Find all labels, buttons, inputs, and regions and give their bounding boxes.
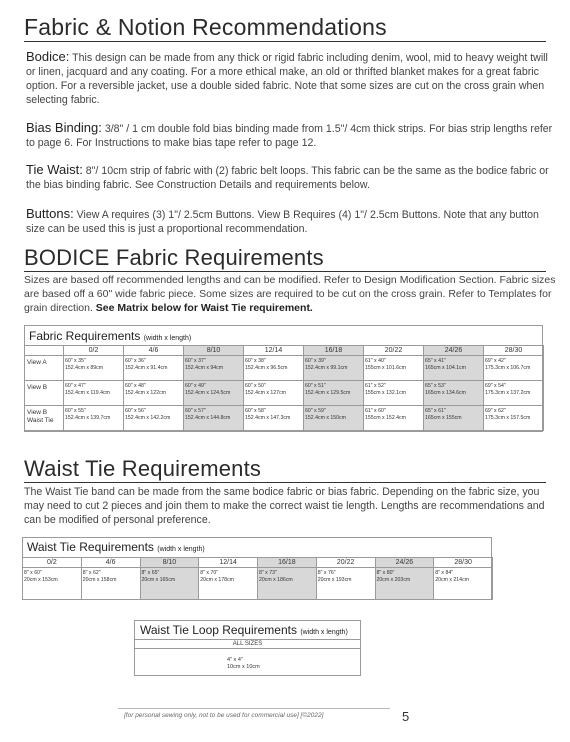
- fabric-cell: 61" x 40" 155cm x 101.6cm: [364, 356, 424, 381]
- fabric-cell: 60" x 57" 152.4cm x 144.8cm: [184, 406, 244, 431]
- fabric-size-header: 4/6: [124, 346, 184, 356]
- fabric-requirements-table: [24, 325, 543, 432]
- waist-cell: 8" x 76" 20cm x 193cm: [316, 568, 375, 600]
- fabric-cell: 60" x 56" 152.4cm x 142.2cm: [124, 406, 184, 431]
- tie-waist-text: 8"/ 10cm strip of fabric with (2) fabric belt loops. This fabric can be the same as the bodice fabric or the bias binding fabric. See Construction Details and requirements below.: [26, 165, 549, 191]
- waist-size-header: 28/30: [434, 558, 493, 568]
- bodice-divider: [24, 271, 546, 272]
- bias-text: 3/8" / 1 cm double fold bias binding made from 1.5"/ 4cm thick strips. For bias strip lengths refer to page 6. For Instructions to make bias tape refer to page 12.: [26, 123, 553, 149]
- fabric-cell: 60" x 58" 152.4cm x 147.3cm: [244, 406, 304, 431]
- fabric-row: [25, 356, 544, 381]
- loop-table-caption: [140, 623, 348, 637]
- fabric-cell: 60" x 36" 152.4cm x 91.4cm: [124, 356, 184, 381]
- fabric-header-row: [25, 346, 544, 356]
- fabric-row: [25, 406, 544, 431]
- buttons-text: View A requires (3) 1"/ 2.5cm Buttons. View B Requires (4) 1"/ 2.5cm Buttons. Note that any button size can be used this is just a proportional recommendation.: [26, 209, 539, 235]
- fabric-cell: 69" x 62" 175.3cm x 157.5cm: [484, 406, 544, 431]
- waist-tie-text: The Waist Tie band can be made from the same bodice fabric or bias fabric. Depending on the fabric size, you may need to cut 2 pieces and join them to make the correct waist tie length. Lengths are recommendations and can be modified of personal preference.: [24, 486, 545, 526]
- fabric-cell: 61" x 52" 155cm x 132.1cm: [364, 381, 424, 406]
- waist-size-header: 24/26: [375, 558, 434, 568]
- bodice-requirements-text: [24, 273, 556, 315]
- fabric-table-title: Fabric Requirements: [29, 329, 141, 343]
- waist-size-header: 8/10: [140, 558, 199, 568]
- waist-cell: 8" x 70" 20cm x 178cm: [199, 568, 258, 600]
- loop-value-imperial: 4" x 4": [227, 657, 243, 663]
- bias-label: Bias Binding:: [26, 120, 102, 135]
- waist-cell: 8" x 60" 20cm x 153cm: [23, 568, 82, 600]
- fabric-size-header: 24/26: [424, 346, 484, 356]
- fabric-cell: 60" x 47" 152.4cm x 119.4cm: [64, 381, 124, 406]
- fabric-cell: 60" x 35" 152.4cm x 89cm: [64, 356, 124, 381]
- fabric-cell: 60" x 49" 152.4cm x 124.5cm: [184, 381, 244, 406]
- tie-waist-paragraph: [26, 163, 556, 192]
- fabric-cell: 69" x 54" 175.3cm x 137.2cm: [484, 381, 544, 406]
- loop-table-title: Waist Tie Loop Requirements: [140, 623, 297, 637]
- fabric-cell: 60" x 59" 152.4cm x 150cm: [304, 406, 364, 431]
- fabric-size-header: 0/2: [64, 346, 124, 356]
- buttons-paragraph: [26, 207, 556, 236]
- fabric-table-subtitle: (width x length): [143, 335, 192, 342]
- fabric-size-header: 20/22: [364, 346, 424, 356]
- fabric-table-caption: [29, 329, 191, 343]
- fabric-row-label: View B: [25, 381, 64, 406]
- bodice-label: Bodice:: [26, 49, 70, 64]
- waist-tie-table: [22, 537, 492, 600]
- fabric-cell: 60" x 50" 152.4cm x 127cm: [244, 381, 304, 406]
- fabric-cell: 60" x 38" 152.4cm x 96.5cm: [244, 356, 304, 381]
- footer-text: [for personal sewing only, not to be used for commercial use] [©2022]: [124, 712, 324, 719]
- footer-divider: [118, 708, 390, 709]
- loop-value-metric: 10cm x 10cm: [227, 664, 260, 670]
- waist-size-header: 0/2: [23, 558, 82, 568]
- page-title: Fabric & Notion Recommendations: [24, 14, 387, 40]
- fabric-cell: 60" x 39" 152.4cm x 99.1cm: [304, 356, 364, 381]
- fabric-cell: 69" x 42" 175.3cm x 106.7cm: [484, 356, 544, 381]
- waist-cell: 8" x 73" 20cm x 186cm: [258, 568, 317, 600]
- waist-cell: 8" x 84" 20cm x 214cm: [434, 568, 493, 600]
- loop-value: [227, 657, 260, 671]
- waist-table-title: Waist Tie Requirements: [27, 540, 154, 554]
- waist-size-header: 16/18: [258, 558, 317, 568]
- fabric-row-label: View A: [25, 356, 64, 381]
- fabric-size-header: 12/14: [244, 346, 304, 356]
- buttons-label: Buttons:: [26, 206, 74, 221]
- fabric-cell: 65" x 61" 165cm x 155cm: [424, 406, 484, 431]
- fabric-cell: 60" x 48" 152.4cm x 122cm: [124, 381, 184, 406]
- fabric-row-label: View B Waist Tie: [25, 406, 64, 431]
- fabric-row: [25, 381, 544, 406]
- fabric-header-blank: [25, 346, 64, 356]
- fabric-size-header: 16/18: [304, 346, 364, 356]
- waist-header-row: [23, 558, 493, 568]
- loop-header: ALL SIZES: [134, 639, 361, 649]
- fabric-cell: 61" x 60" 155cm x 152.4cm: [364, 406, 424, 431]
- fabric-size-header: 28/30: [484, 346, 544, 356]
- fabric-cell: 65" x 53" 165cm x 134.6cm: [424, 381, 484, 406]
- title-divider: [24, 41, 546, 42]
- waist-table-caption: [27, 540, 205, 554]
- waist-grid: [22, 557, 493, 600]
- bias-paragraph: [26, 121, 556, 150]
- bodice-paragraph: [26, 50, 556, 107]
- bodice-text: This design can be made from any thick or rigid fabric including denim, wool, mid to heavy weight twill or linen, jacquard and any coating. For a more ethical make, an old or thrifted blanket makes for a great fabric option. For a reversible jacket, use a double sided fabric. Note that some sizes are cut on the cross grain when selecting fabric.: [26, 52, 548, 106]
- fabric-cell: 60" x 51" 152.4cm x 129.5cm: [304, 381, 364, 406]
- tie-waist-label: Tie Waist:: [26, 162, 83, 177]
- waist-row: [23, 568, 493, 600]
- fabric-cell: 65" x 41" 165cm x 104.1cm: [424, 356, 484, 381]
- waist-cell: 8" x 80" 20cm x 203cm: [375, 568, 434, 600]
- page-number: 5: [402, 709, 410, 724]
- loop-table-subtitle: (width x length): [300, 629, 348, 636]
- waist-size-header: 12/14: [199, 558, 258, 568]
- waist-table-subtitle: (width x length): [157, 546, 205, 553]
- waist-tie-divider: [24, 482, 546, 483]
- fabric-cell: 60" x 55" 152.4cm x 139.7cm: [64, 406, 124, 431]
- waist-size-header: 4/6: [81, 558, 140, 568]
- fabric-size-header: 8/10: [184, 346, 244, 356]
- waist-cell: 8" x 65" 20cm x 165cm: [140, 568, 199, 600]
- waist-cell: 8" x 62" 20cm x 158cm: [81, 568, 140, 600]
- matrix-note: See Matrix below for Waist Tie requirement.: [95, 302, 313, 314]
- waist-tie-loop-table: [134, 620, 361, 676]
- waist-size-header: 20/22: [316, 558, 375, 568]
- waist-tie-title: Waist Tie Requirements: [24, 456, 262, 481]
- fabric-grid: [24, 345, 544, 431]
- bodice-requirements-body: Sizes are based off recommended lengths and can be modified. Refer to Design Modification Section. Fabric sizes are based off a 60" wide fabric piece. Some sizes are required to be cut on the cross grain. Refer to Templates for grain direction.: [24, 274, 556, 314]
- fabric-cell: 60" x 37" 152.4cm x 94cm: [184, 356, 244, 381]
- bodice-requirements-title: BODICE Fabric Requirements: [24, 245, 324, 270]
